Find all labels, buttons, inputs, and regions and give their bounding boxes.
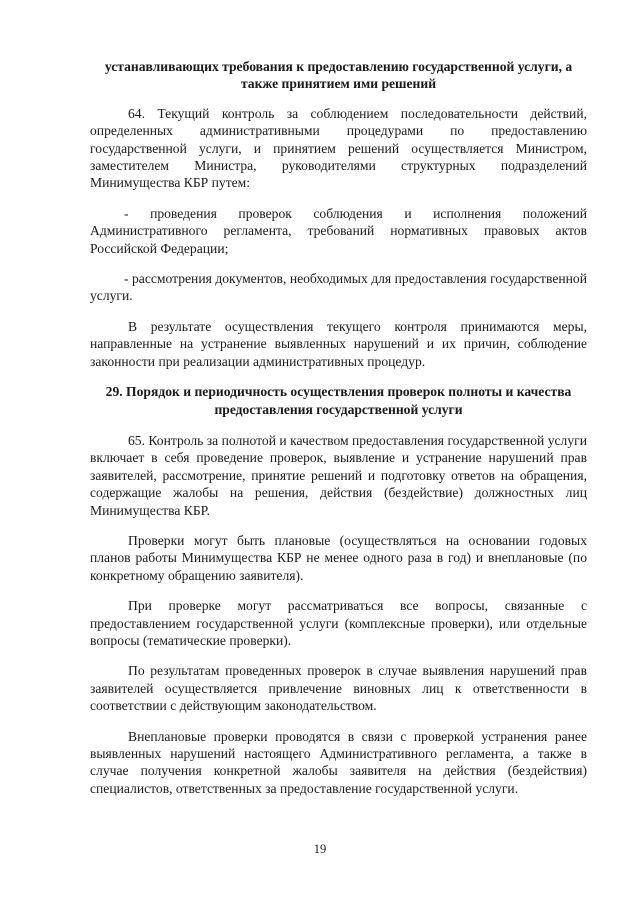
bullet-review-documents: - рассмотрения документов, необходимых для предоставления государственной услуги. — [90, 271, 587, 304]
paragraph-64: 64. Текущий контроль за соблюдением последовательности действий, определенных административными процедурами по предоставлению государственной услуги, и принятием решений осуществляется Министром, заместителем Министра, руководителями структурных подразделений Минимущества КБР путем: — [90, 105, 587, 191]
paragraph-unscheduled-inspections: Внеплановые проверки проводятся в связи с проверкой устранения ранее выявленных нарушений настоящего Административного регламента, а также в случае получения конкретной жалобы заявителя на действия (бездействия) специалистов, ответственных за предоставление государственной услуги. — [90, 728, 587, 796]
paragraph-65: 65. Контроль за полнотой и качеством предоставления государственной услуги включает в себя проведение проверок, выявление и устранение нарушений прав заявителей, рассмотрение, принятие решений и подготовку ответов на обращения, содержащие жалобы на решения, действия (бездействие) должностных лиц Минимущества КБР. — [90, 432, 587, 518]
document-body — [90, 58, 587, 810]
bullet-inspections: - проведения проверок соблюдения и исполнения положений Административного регламента, требований нормативных правовых актов Российской Федерации; — [90, 205, 587, 256]
paragraph-current-control-result: В результате осуществления текущего контроля принимаются меры, направленные на устранение выявленных нарушений и их причин, соблюдение законности при реализации административных процедур. — [90, 318, 587, 369]
paragraph-inspection-results: По результатам проведенных проверок в случае выявления нарушений прав заявителей осуществляется привлечение виновных лиц к ответственности в соответствии с действующим законодательством. — [90, 663, 587, 714]
page-number: 19 — [313, 842, 327, 856]
paragraph-inspection-scope: При проверке могут рассматриваться все вопросы, связанные с предоставлением государственной услуги (комплексные проверки), или отдельные вопросы (тематические проверки). — [90, 598, 587, 648]
paragraph-planned-inspections: Проверки могут быть плановые (осуществляться на основании годовых планов работы Минимущества КБР не менее одного раза в год) и внеплановые (по конкретному обращению заявителя). — [90, 532, 587, 583]
section-heading-continued: устанавливающих требования к предоставлению государственной услуги, а также принятием ими решений — [104, 59, 573, 92]
section-heading-29: 29. Порядок и периодичность осуществления проверок полноты и качества предоставления государственной услуги — [105, 384, 572, 417]
